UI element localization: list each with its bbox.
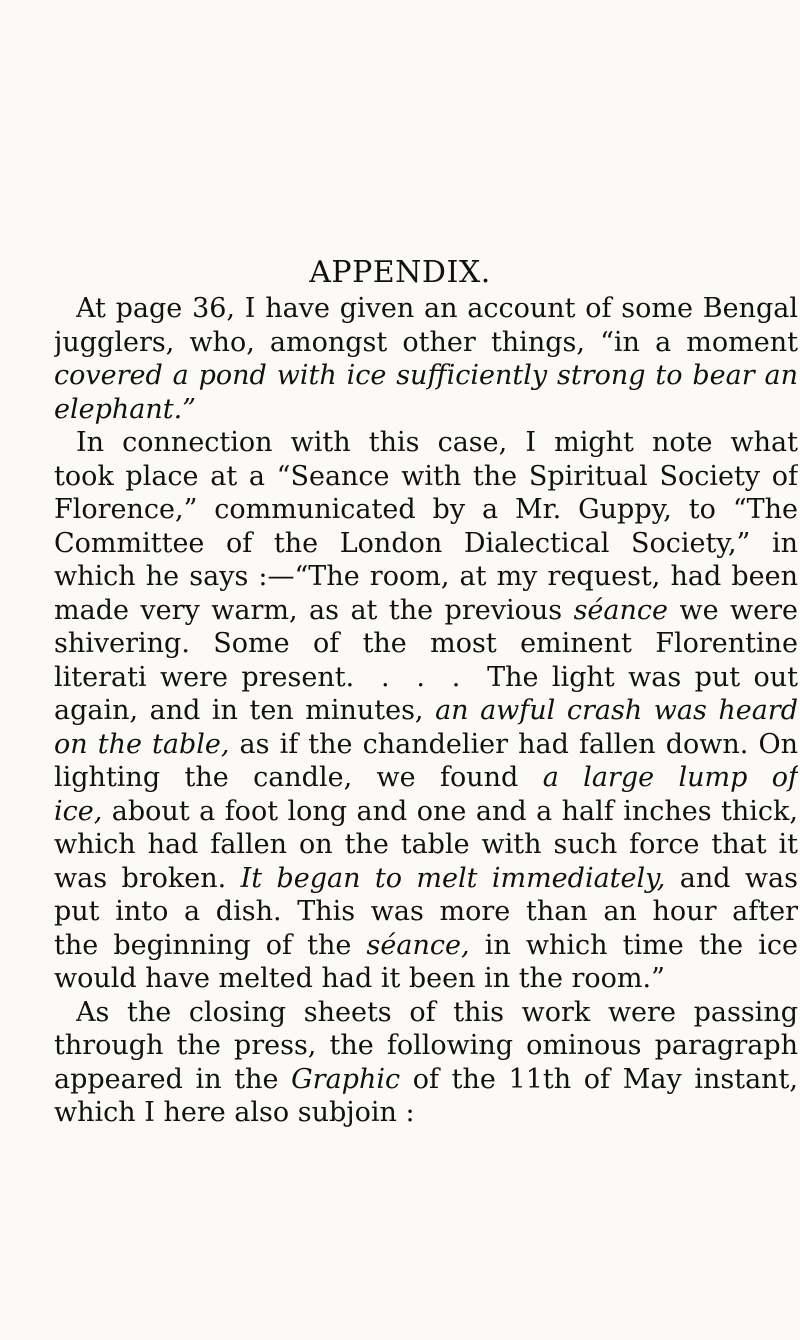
text-line: the beginning of the séance, in which time the ice — [54, 929, 798, 961]
text-line: covered a pond with ice sufficiently strong to bear an — [54, 360, 798, 391]
text-line: At page 36, I have given an account of some Bengal — [76, 293, 798, 324]
text-line: elephant.” — [54, 393, 196, 425]
text-line: In connection with this case, I might note what — [76, 427, 798, 458]
text-line: jugglers, who, amongst other things, “in a moment — [54, 326, 798, 358]
text-line: shivering. Some of the most eminent Florentine — [54, 628, 798, 659]
text-line: would have melted had it been in the room.” — [54, 963, 665, 994]
text-line: put into a dish. This was more than an hour after — [54, 896, 798, 927]
text-line: Florence,” communicated by a Mr. Guppy, to “The — [54, 494, 798, 525]
text-line: which had fallen on the table with such force that it — [54, 829, 798, 860]
text-line: appeared in the Graphic of the 11th of May instant, — [54, 1063, 798, 1095]
text-line: which I here also subjoin : — [54, 1097, 415, 1128]
text-line: which he says :—“The room, at my request, had been — [54, 561, 798, 592]
text-line: was broken. It began to melt immediately, and was — [54, 862, 798, 894]
text-line: lighting the candle, we found a large lump of — [54, 762, 798, 793]
page-title: APPENDIX. — [309, 255, 491, 290]
body-text — [54, 292, 798, 1130]
text-line: made very warm, as at the previous séance we were — [54, 594, 798, 626]
text-line: Committee of the London Dialectical Society,” in — [54, 527, 798, 559]
text-line: ice, about a foot long and one and a half inches thick, — [54, 795, 798, 827]
text-line: on the table, as if the chandelier had fallen down. On — [54, 728, 798, 760]
text-line: As the closing sheets of this work were passing — [76, 996, 798, 1028]
text-line: literati were present. . . . The light was put out — [54, 661, 798, 693]
text-line: through the press, the following ominous paragraph — [54, 1030, 798, 1061]
text-line: took place at a “Seance with the Spiritual Society of — [54, 460, 798, 492]
text-line: again, and in ten minutes, an awful crash was heard — [54, 695, 798, 726]
